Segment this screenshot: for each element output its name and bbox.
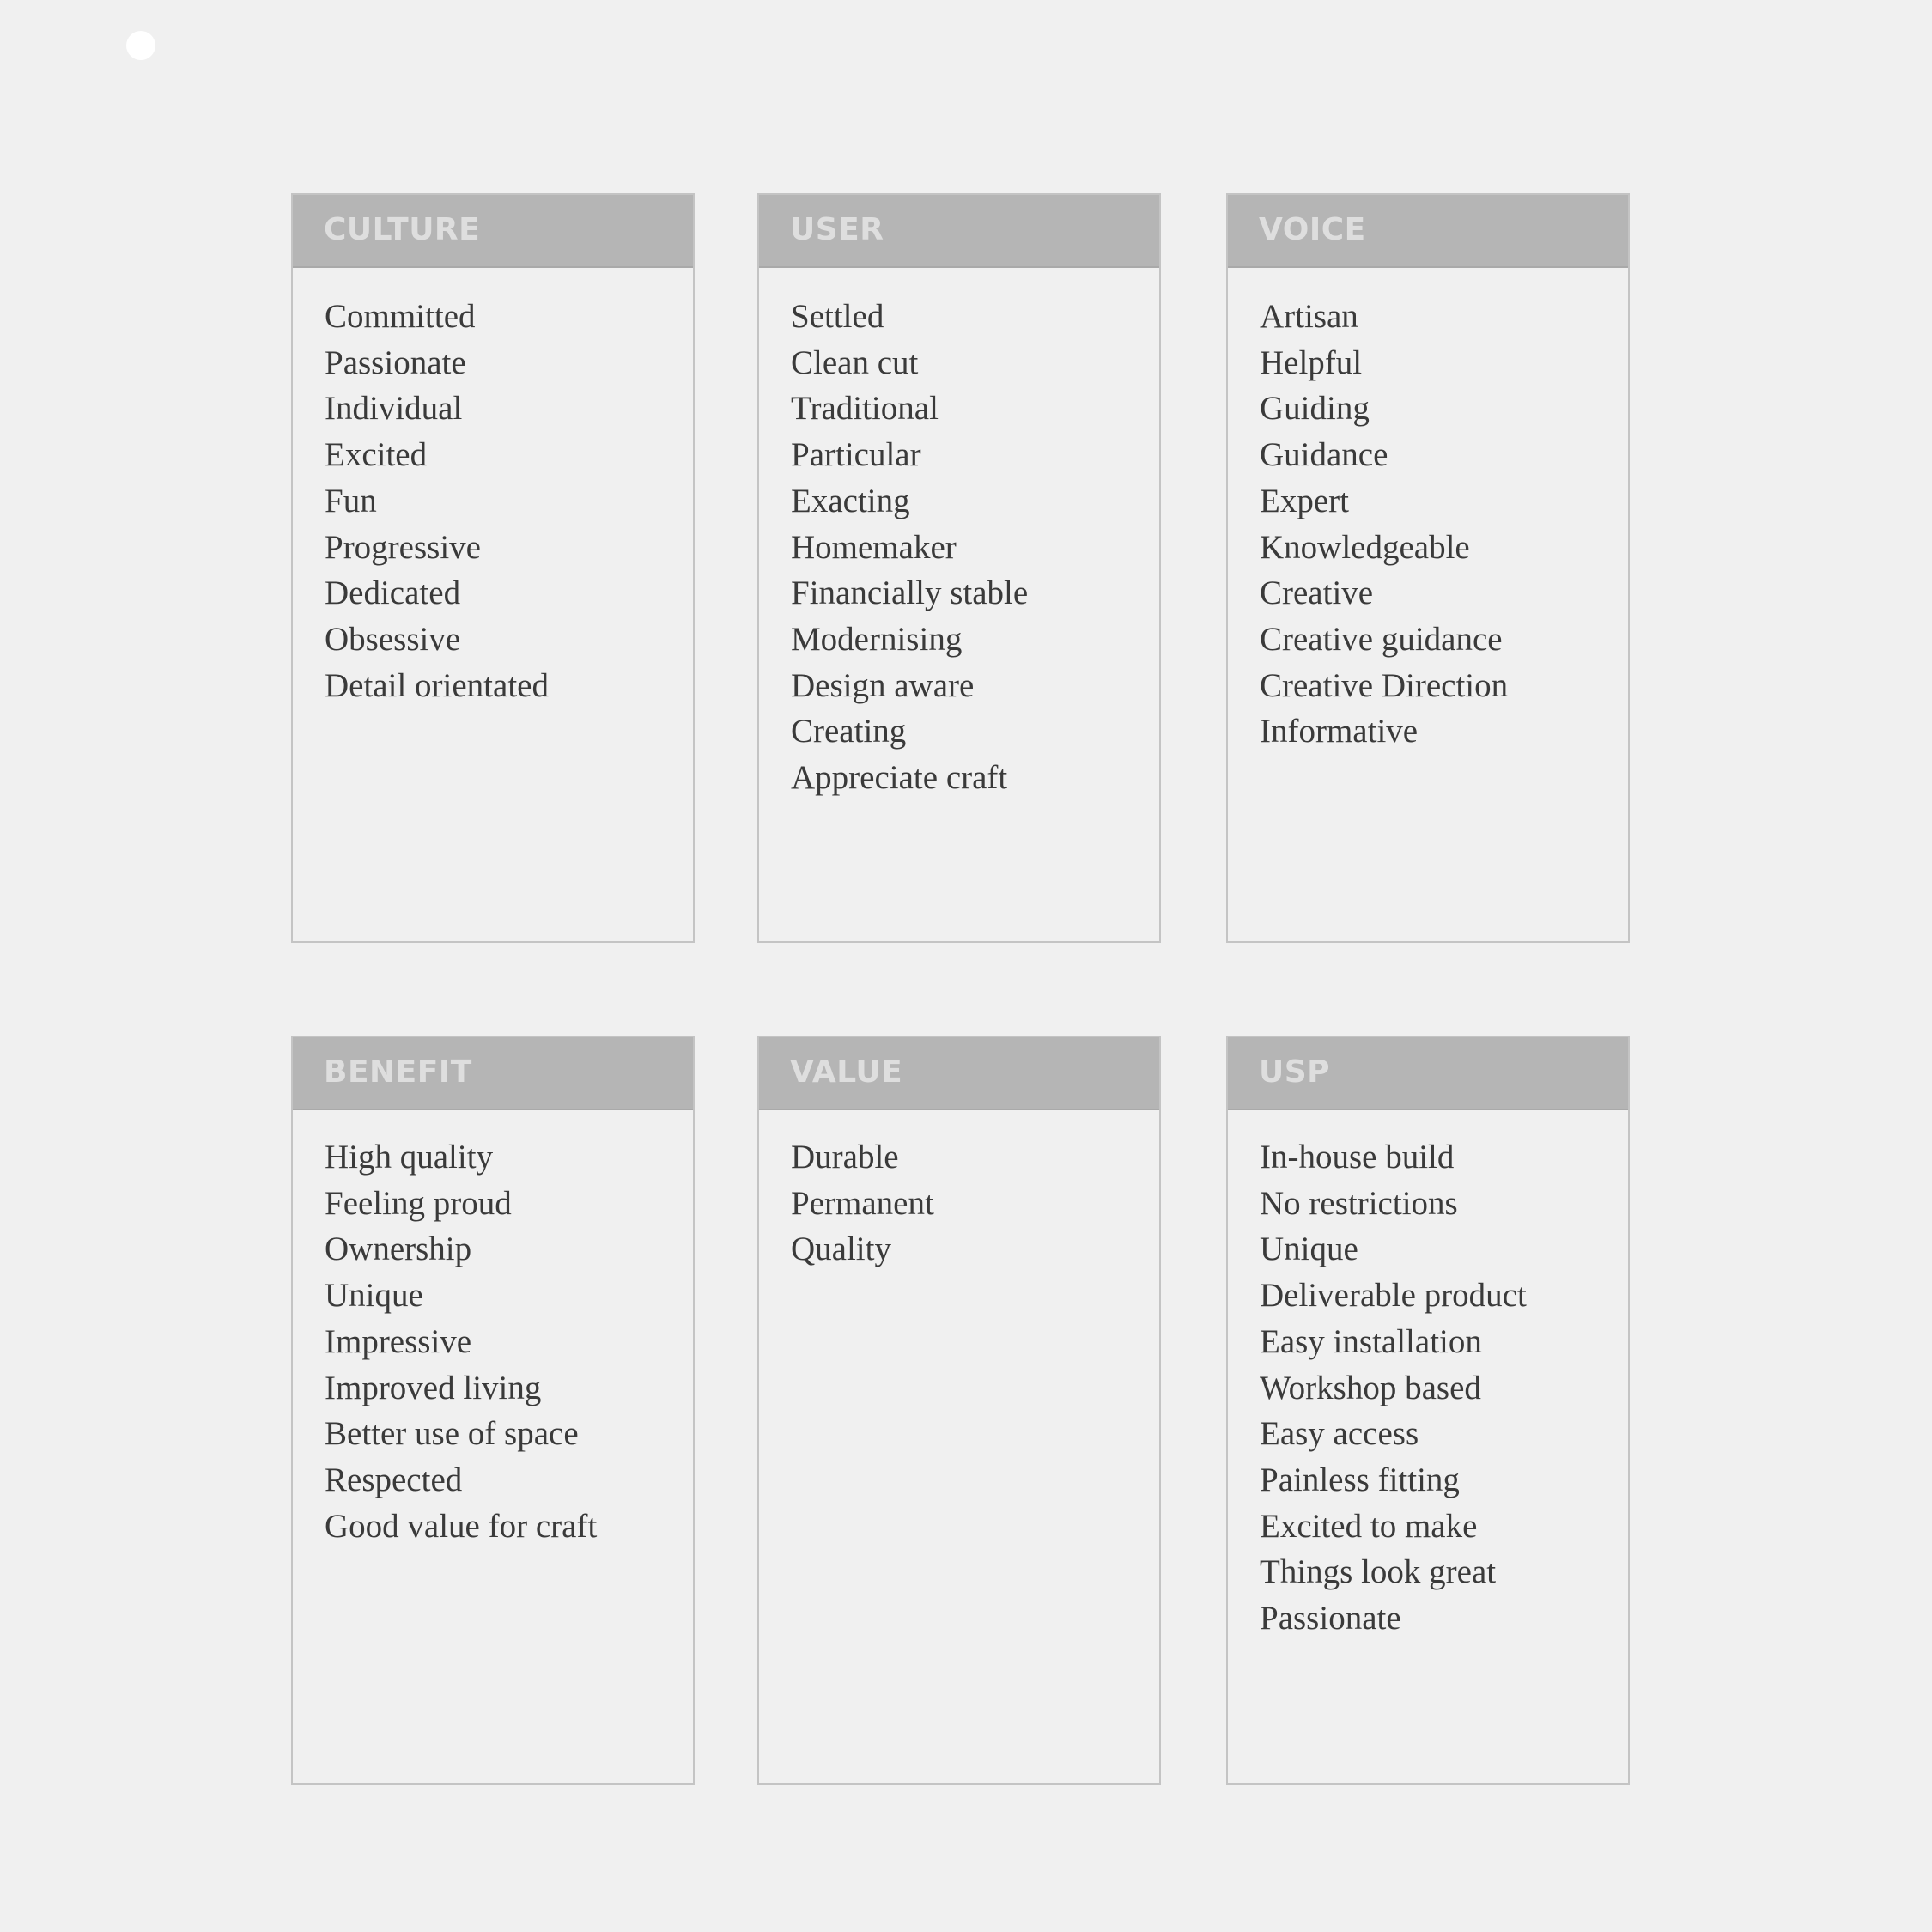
card-list (1228, 268, 1628, 755)
card-title: USP (1259, 1054, 1331, 1090)
list-item: Excited to make (1260, 1507, 1478, 1545)
list-item: Committed (325, 298, 476, 335)
list-item: Dedicated (325, 574, 461, 612)
list-item: Deliverable product (1260, 1277, 1527, 1315)
list-item: Improved living (325, 1369, 542, 1406)
list-item: Excited (325, 436, 428, 474)
card-list (293, 1110, 693, 1549)
list-item: Impressive (325, 1322, 472, 1360)
list-item: Better use of space (325, 1415, 579, 1453)
list-item: Particular (791, 436, 921, 474)
card-culture (291, 193, 695, 943)
list-item: Easy installation (1260, 1322, 1482, 1360)
card-usp (1226, 1036, 1630, 1785)
card-list (1228, 1110, 1628, 1642)
list-item: Good value for craft (325, 1507, 598, 1545)
list-item: Individual (325, 390, 463, 428)
card-value (757, 1036, 1161, 1785)
list-item: Durable (791, 1139, 899, 1176)
page-dot (126, 31, 155, 60)
list-item: Ownership (325, 1230, 472, 1268)
list-item: Fun (325, 482, 377, 519)
list-item: Easy access (1260, 1415, 1419, 1453)
card-title: USER (790, 212, 884, 247)
list-item: Painless fitting (1260, 1461, 1460, 1498)
list-item: Permanent (791, 1184, 934, 1222)
list-item: Expert (1260, 482, 1349, 519)
list-item: Appreciate craft (791, 759, 1008, 797)
list-item: Creative guidance (1260, 620, 1503, 658)
list-item: Progressive (325, 528, 481, 566)
card-header (759, 1037, 1159, 1110)
list-item: Feeling proud (325, 1184, 512, 1222)
list-item: Passionate (1260, 1600, 1401, 1637)
list-item: Passionate (325, 343, 466, 381)
card-header (759, 195, 1159, 268)
card-list (759, 268, 1159, 801)
list-item: Homemaker (791, 528, 957, 566)
card-title: CULTURE (324, 212, 481, 247)
list-item: Things look great (1260, 1553, 1497, 1591)
list-item: Financially stable (791, 574, 1029, 612)
list-item: Helpful (1260, 343, 1363, 381)
card-header (293, 195, 693, 268)
card-title: VALUE (790, 1054, 903, 1090)
card-header (1228, 195, 1628, 268)
list-item: Unique (325, 1277, 423, 1315)
card-user (757, 193, 1161, 943)
card-header (1228, 1037, 1628, 1110)
list-item: Obsessive (325, 620, 461, 658)
list-item: Quality (791, 1230, 891, 1268)
card-voice (1226, 193, 1630, 943)
list-item: Detail orientated (325, 666, 549, 704)
card-title: BENEFIT (324, 1054, 472, 1090)
list-item: In-house build (1260, 1139, 1455, 1176)
list-item: Exacting (791, 482, 910, 519)
list-item: Traditional (791, 390, 939, 428)
list-item: Clean cut (791, 343, 919, 381)
list-item: Creative (1260, 574, 1374, 612)
card-header (293, 1037, 693, 1110)
list-item: Design aware (791, 666, 975, 704)
list-item: Artisan (1260, 298, 1358, 335)
list-item: Workshop based (1260, 1369, 1481, 1406)
card-title: VOICE (1259, 212, 1366, 247)
list-item: Unique (1260, 1230, 1358, 1268)
list-item: Settled (791, 298, 884, 335)
list-item: Creative Direction (1260, 666, 1509, 704)
card-benefit (291, 1036, 695, 1785)
list-item: Modernising (791, 620, 963, 658)
list-item: Guidance (1260, 436, 1388, 474)
list-item: Knowledgeable (1260, 528, 1470, 566)
list-item: Guiding (1260, 390, 1370, 428)
list-item: No restrictions (1260, 1184, 1458, 1222)
list-item: Respected (325, 1461, 463, 1498)
card-list (293, 268, 693, 708)
list-item: Creating (791, 713, 907, 750)
list-item: High quality (325, 1139, 494, 1176)
card-list (759, 1110, 1159, 1273)
list-item: Informative (1260, 713, 1419, 750)
